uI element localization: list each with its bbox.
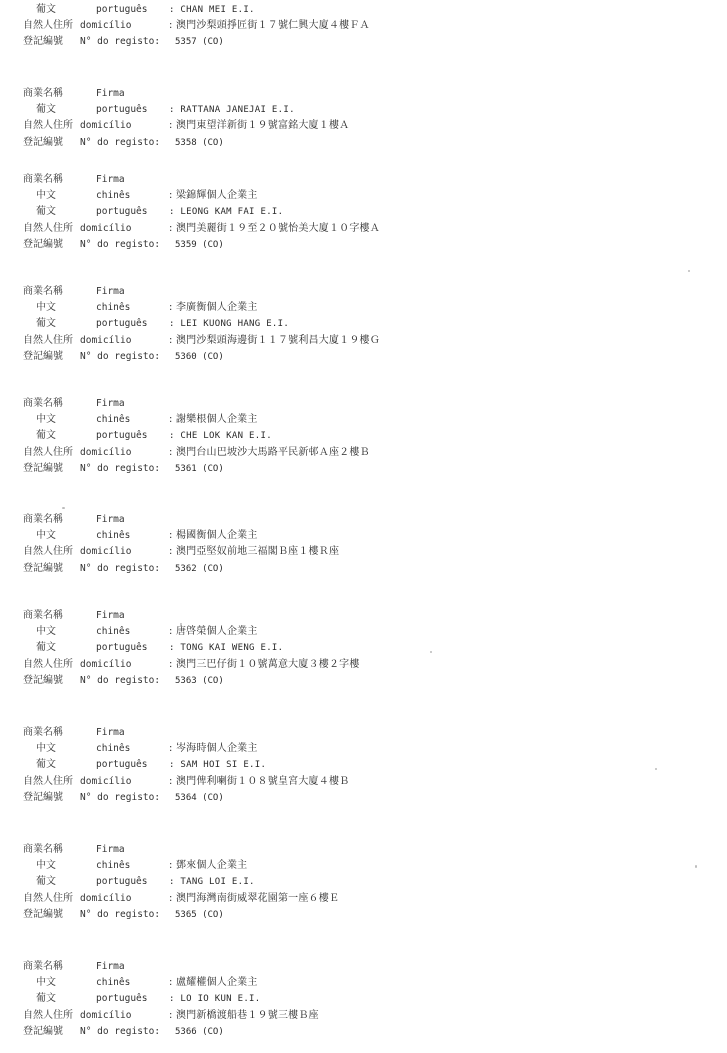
chinese-label-zh: 中文: [36, 743, 56, 755]
portuguese-label-pt: português: [96, 318, 148, 330]
address-value: : 澳門俾利喇街１０８號皇宮大廈４樓Ｂ: [169, 775, 350, 787]
address-label-pt: domicílio: [80, 446, 132, 458]
chinese-label-pt: chinês: [96, 302, 131, 314]
firm-label-zh: 商業名稱: [23, 844, 63, 855]
chinese-name-row: [23, 300, 703, 316]
portuguese-name-value: : TONG KAI WENG E.I.: [169, 643, 284, 654]
register-entry: [23, 2, 703, 51]
firm-label-pt: Firma: [96, 398, 125, 409]
registration-row: [23, 1024, 703, 1040]
registration-row: [23, 34, 703, 50]
chinese-name-value: : 楊國衡個人企業主: [169, 530, 258, 542]
chinese-label-zh: 中文: [36, 860, 56, 872]
address-row: [23, 333, 703, 349]
chinese-label-zh: 中文: [36, 530, 56, 542]
chinese-label-zh: 中文: [36, 626, 56, 638]
firm-header-row: [23, 512, 703, 528]
portuguese-label-pt: português: [96, 206, 148, 218]
chinese-name-row: [23, 858, 703, 874]
portuguese-name-value: : LO IO KUN E.I.: [169, 994, 261, 1005]
chinese-name-value: : 謝樂根個人企業主: [169, 414, 258, 426]
firm-label-pt: Firma: [96, 610, 125, 621]
portuguese-name-value: : TANG LOI E.I.: [169, 877, 255, 888]
portuguese-name-row: [23, 102, 703, 118]
registration-label-pt: N° do registo:: [80, 462, 161, 474]
address-row: [23, 544, 703, 560]
portuguese-label-zh: 葡文: [36, 430, 56, 442]
firm-label-pt: Firma: [96, 727, 125, 738]
address-row: [23, 18, 703, 34]
portuguese-label-zh: 葡文: [36, 759, 56, 771]
firm-label-pt: Firma: [96, 286, 125, 297]
chinese-label-pt: chinês: [96, 530, 131, 542]
address-value: : 澳門亞堅奴前地三福閣Ｂ座１樓Ｒ座: [169, 546, 340, 558]
address-label-pt: domicílio: [80, 1009, 132, 1021]
registration-row: [23, 907, 703, 923]
chinese-label-pt: chinês: [96, 626, 131, 638]
register-entry: [23, 725, 703, 806]
registration-label-zh: 登記編號: [23, 350, 63, 362]
firm-header-row: [23, 396, 703, 412]
registration-number: 5358 (CO): [175, 137, 224, 148]
portuguese-name-value: : SAM HOI SI E.I.: [169, 760, 267, 771]
register-entry: [23, 172, 703, 253]
firm-label-zh: 商業名稱: [23, 174, 63, 185]
portuguese-label-pt: português: [96, 430, 148, 442]
portuguese-name-row: [23, 757, 703, 773]
registration-number: 5361 (CO): [175, 463, 224, 474]
firm-header-row: [23, 172, 703, 188]
chinese-label-zh: 中文: [36, 414, 56, 426]
firm-label-zh: 商業名稱: [23, 727, 63, 738]
registration-label-pt: N° do registo:: [80, 238, 161, 250]
address-value: : 澳門美麗街１９至２０號怡美大廈１０字樓Ａ: [169, 222, 380, 234]
chinese-name-value: : 盧耀權個人企業主: [169, 977, 258, 989]
address-label-zh: 自然人住所: [23, 446, 73, 458]
firm-header-row: [23, 842, 703, 858]
firm-label-zh: 商業名稱: [23, 961, 63, 972]
address-label-zh: 自然人住所: [23, 658, 73, 670]
registration-number: 5364 (CO): [175, 792, 224, 803]
registration-label-pt: N° do registo:: [80, 908, 161, 920]
address-value: : 澳門新橋渡船巷１９號三樓Ｂ座: [169, 1009, 319, 1021]
firm-label-zh: 商業名稱: [23, 610, 63, 621]
registration-number: 5362 (CO): [175, 563, 224, 574]
register-entry: [23, 959, 703, 1040]
portuguese-label-zh: 葡文: [36, 104, 56, 116]
scan-speck: [180, 623, 182, 625]
address-label-pt: domicílio: [80, 658, 132, 670]
portuguese-label-zh: 葡文: [36, 206, 56, 218]
address-label-pt: domicílio: [80, 222, 132, 234]
firm-label-pt: Firma: [96, 514, 125, 525]
portuguese-label-zh: 葡文: [36, 993, 56, 1005]
chinese-label-zh: 中文: [36, 190, 56, 202]
firm-header-row: [23, 608, 703, 624]
address-label-pt: domicílio: [80, 546, 132, 558]
registration-row: [23, 237, 703, 253]
registration-label-pt: N° do registo:: [80, 562, 161, 574]
portuguese-name-row: [23, 428, 703, 444]
portuguese-label-pt: português: [96, 4, 148, 15]
firm-label-zh: 商業名稱: [23, 398, 63, 409]
address-value: : 澳門沙梨頭掙匠街１７號仁興大廈４樓ＦＡ: [169, 20, 370, 32]
chinese-name-row: [23, 624, 703, 640]
chinese-label-pt: chinês: [96, 743, 131, 755]
registration-label-zh: 登記編號: [23, 1025, 63, 1037]
address-row: [23, 891, 703, 907]
registration-label-pt: N° do registo:: [80, 136, 161, 148]
address-label-zh: 自然人住所: [23, 334, 73, 346]
address-row: [23, 445, 703, 461]
portuguese-label-zh: 葡文: [36, 4, 56, 15]
scan-speck: [430, 651, 432, 653]
address-value: : 澳門沙梨頭海邊街１１７號利昌大廈１９樓Ｇ: [169, 334, 380, 346]
portuguese-label-pt: português: [96, 759, 148, 771]
address-row: [23, 657, 703, 673]
chinese-name-value: : 梁錦輝個人企業主: [169, 190, 258, 202]
register-entry: [23, 608, 703, 689]
registration-number: 5359 (CO): [175, 239, 224, 250]
portuguese-name-value: : CHE LOK KAN E.I.: [169, 431, 272, 442]
scan-speck: [655, 768, 657, 770]
address-row: [23, 221, 703, 237]
registration-row: [23, 135, 703, 151]
registration-label-zh: 登記編號: [23, 36, 63, 48]
chinese-label-zh: 中文: [36, 302, 56, 314]
portuguese-label-zh: 葡文: [36, 318, 56, 330]
registration-label-zh: 登記編號: [23, 462, 63, 474]
portuguese-name-row: [23, 991, 703, 1007]
chinese-name-value: : 唐啓榮個人企業主: [169, 626, 258, 638]
registration-label-zh: 登記編號: [23, 791, 63, 803]
chinese-name-row: [23, 975, 703, 991]
address-row: [23, 1008, 703, 1024]
address-label-zh: 自然人住所: [23, 20, 73, 32]
portuguese-label-pt: português: [96, 993, 148, 1005]
firm-header-row: [23, 284, 703, 300]
address-label-zh: 自然人住所: [23, 222, 73, 234]
registration-row: [23, 561, 703, 577]
register-entry: [23, 512, 703, 577]
register-entry: [23, 86, 703, 151]
address-label-pt: domicílio: [80, 20, 132, 32]
registration-label-pt: N° do registo:: [80, 1025, 161, 1037]
portuguese-label-pt: português: [96, 876, 148, 888]
chinese-label-pt: chinês: [96, 414, 131, 426]
firm-label-pt: Firma: [96, 174, 125, 185]
firm-label-pt: Firma: [96, 88, 125, 99]
firm-header-row: [23, 725, 703, 741]
portuguese-label-zh: 葡文: [36, 876, 56, 888]
portuguese-label-pt: português: [96, 642, 148, 654]
registration-row: [23, 349, 703, 365]
portuguese-name-row: [23, 316, 703, 332]
portuguese-name-row: [23, 2, 703, 18]
firm-label-zh: 商業名稱: [23, 514, 63, 525]
chinese-label-pt: chinês: [96, 977, 131, 989]
portuguese-name-row: [23, 204, 703, 220]
registration-label-pt: N° do registo:: [80, 36, 161, 48]
address-label-pt: domicílio: [80, 775, 132, 787]
address-value: : 澳門台山巴坡沙大馬路平民新邨Ａ座２樓Ｂ: [169, 446, 370, 458]
scan-speck: [688, 270, 690, 272]
address-label-zh: 自然人住所: [23, 775, 73, 787]
address-value: : 澳門海灣南街威翠花園第一座６樓Ｅ: [169, 892, 340, 904]
scan-speck: [62, 507, 65, 509]
firm-label-zh: 商業名稱: [23, 286, 63, 297]
firm-label-zh: 商業名稱: [23, 88, 63, 99]
address-label-zh: 自然人住所: [23, 892, 73, 904]
portuguese-name-row: [23, 874, 703, 890]
chinese-name-value: : 鄧來個人企業主: [169, 860, 248, 872]
portuguese-label-pt: português: [96, 104, 148, 116]
registration-number: 5357 (CO): [175, 37, 224, 48]
chinese-label-zh: 中文: [36, 977, 56, 989]
address-label-pt: domicílio: [80, 334, 132, 346]
address-label-pt: domicílio: [80, 892, 132, 904]
firm-label-pt: Firma: [96, 961, 125, 972]
address-label-pt: domicílio: [80, 120, 132, 132]
registration-label-pt: N° do registo:: [80, 791, 161, 803]
registration-label-zh: 登記編號: [23, 674, 63, 686]
registration-row: [23, 461, 703, 477]
registration-number: 5366 (CO): [175, 1026, 224, 1037]
registration-label-zh: 登記編號: [23, 562, 63, 574]
chinese-name-row: [23, 412, 703, 428]
registration-label-pt: N° do registo:: [80, 350, 161, 362]
firm-header-row: [23, 959, 703, 975]
address-row: [23, 118, 703, 134]
chinese-name-value: : 岑海時個人企業主: [169, 743, 258, 755]
portuguese-name-value: : LEONG KAM FAI E.I.: [169, 207, 284, 218]
address-label-zh: 自然人住所: [23, 120, 73, 132]
portuguese-name-value: : CHAN MEI E.I.: [169, 5, 255, 15]
register-entry: [23, 396, 703, 477]
chinese-name-value: : 李廣衡個人企業主: [169, 302, 258, 314]
registration-label-zh: 登記編號: [23, 908, 63, 920]
chinese-name-row: [23, 741, 703, 757]
address-label-zh: 自然人住所: [23, 546, 73, 558]
portuguese-label-zh: 葡文: [36, 642, 56, 654]
registration-row: [23, 673, 703, 689]
address-label-zh: 自然人住所: [23, 1009, 73, 1021]
registration-label-zh: 登記編號: [23, 238, 63, 250]
address-value: : 澳門三巴仔街１０號萬意大廈３樓２字樓: [169, 658, 360, 670]
registration-label-pt: N° do registo:: [80, 674, 161, 686]
registration-label-zh: 登記編號: [23, 136, 63, 148]
portuguese-name-value: : LEI KUONG HANG E.I.: [169, 319, 290, 330]
chinese-label-pt: chinês: [96, 860, 131, 872]
chinese-name-row: [23, 528, 703, 544]
portuguese-name-row: [23, 640, 703, 656]
portuguese-name-value: : RATTANA JANEJAI E.I.: [169, 105, 295, 116]
firm-header-row: [23, 86, 703, 102]
registration-number: 5365 (CO): [175, 909, 224, 920]
chinese-label-pt: chinês: [96, 190, 131, 202]
registration-number: 5363 (CO): [175, 675, 224, 686]
registration-row: [23, 790, 703, 806]
address-value: : 澳門東望洋新街１９號富銘大廈１樓Ａ: [169, 120, 350, 132]
address-row: [23, 774, 703, 790]
register-entry: [23, 842, 703, 923]
scan-speck: [695, 865, 697, 868]
firm-label-pt: Firma: [96, 844, 125, 855]
register-entry: [23, 284, 703, 365]
registration-number: 5360 (CO): [175, 351, 224, 362]
chinese-name-row: [23, 188, 703, 204]
